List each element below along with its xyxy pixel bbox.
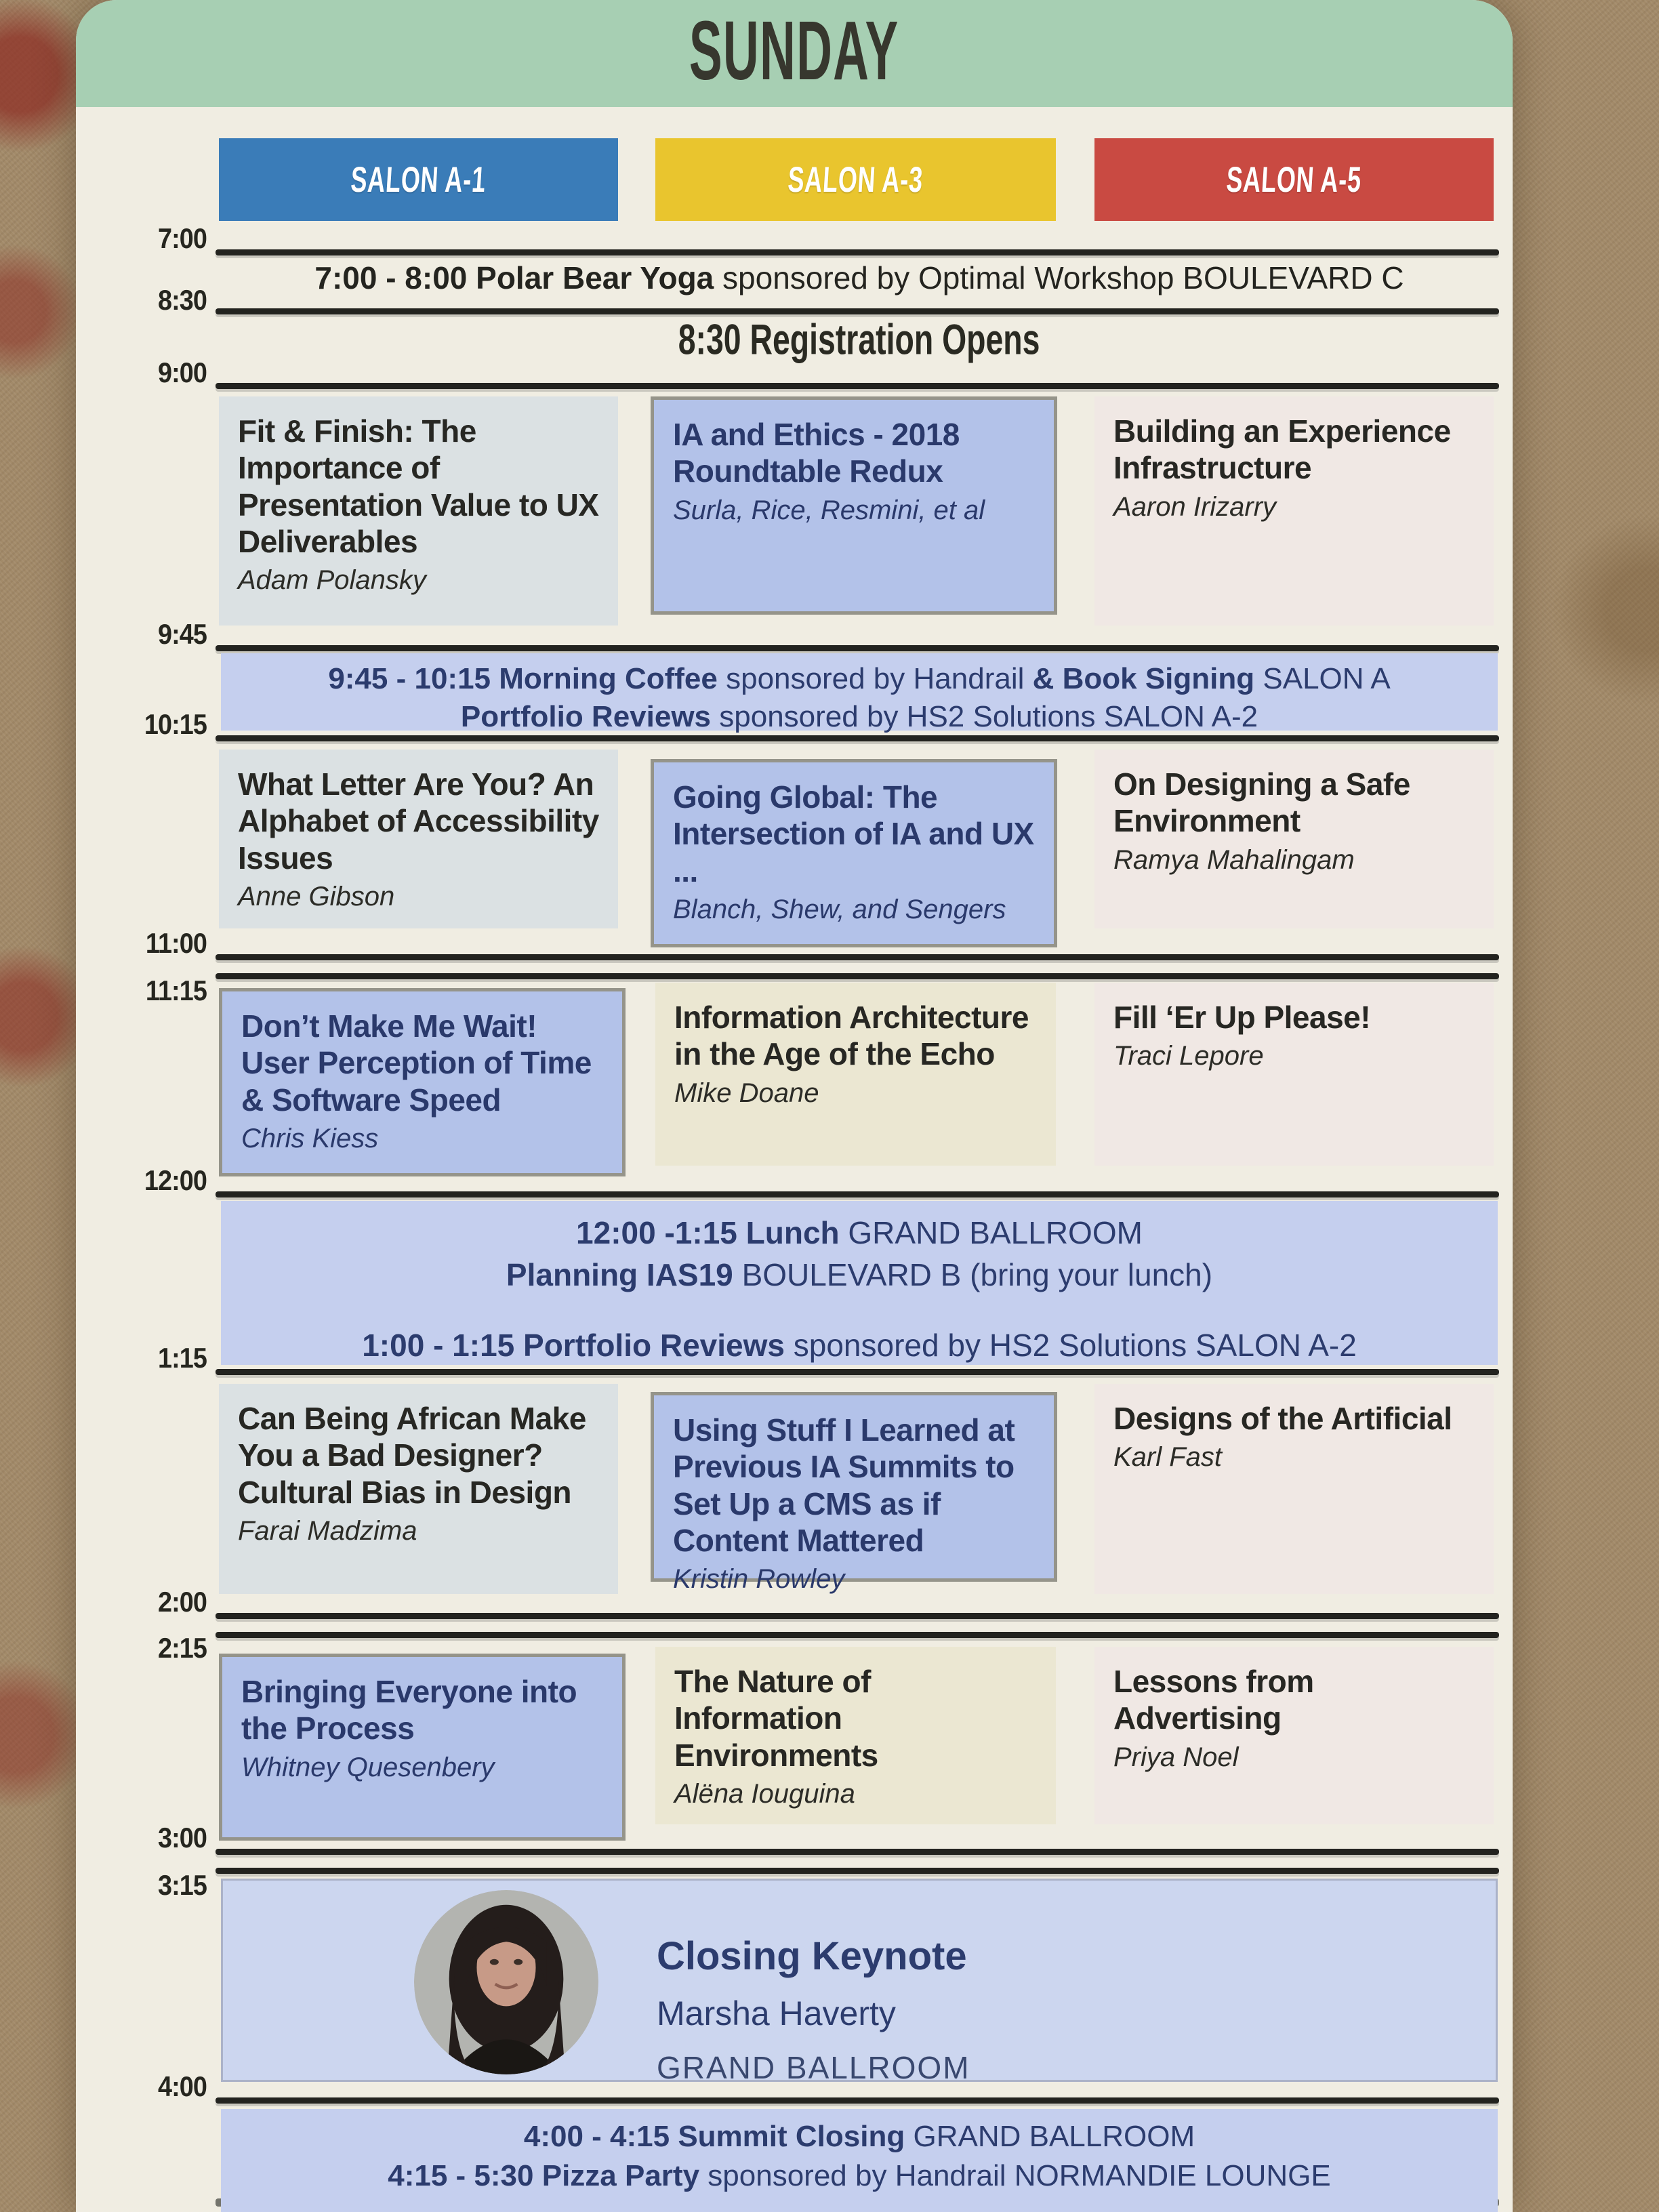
event-title: 8:30 Registration Opens	[678, 316, 1040, 364]
divider-line-7-00	[216, 249, 1499, 255]
banner-closing-keynote	[221, 1879, 1498, 2085]
divider-line-1-15	[216, 1369, 1499, 1375]
session-lessons-from-advertising	[1094, 1647, 1494, 1824]
session-title: IA and Ethics - 2018 Roundtable Redux	[673, 417, 960, 489]
keynote-room: GRAND BALLROOM	[657, 2050, 970, 2085]
banner-text: SALON A	[1263, 662, 1391, 695]
keynote-speaker: Marsha Haverty	[657, 1994, 896, 2032]
banner-text: sponsored by HS2 Solutions SALON A-2	[793, 1328, 1357, 1363]
speaker-photo	[414, 1890, 598, 2074]
session-title: Fill ‘Er Up Please!	[1113, 1000, 1371, 1035]
column-header-label: SALON A-1	[350, 159, 487, 200]
session-speaker: Aaron Irizarry	[1113, 491, 1277, 522]
session-speaker: Alëna Iouguina	[674, 1778, 855, 1809]
session-title: On Designing a Safe Environment	[1113, 766, 1410, 839]
banner-bold: 9:45 - 10:15 Morning Coffee	[328, 662, 718, 695]
session-title: Can Being African Make You a Bad Designer? Cultural Bias in Design	[238, 1401, 586, 1510]
time-label: 10:15	[144, 708, 207, 740]
session-speaker: Ramya Mahalingam	[1113, 844, 1355, 875]
session-fit-and-finish	[219, 396, 618, 626]
divider-line-12-00	[216, 1191, 1499, 1197]
banner-bold: 4:15 - 5:30 Pizza Party	[388, 2159, 700, 2192]
divider-line-3-00	[216, 1849, 1499, 1855]
session-designing-safe-environment	[1094, 750, 1494, 928]
divider-line-4-00	[216, 2097, 1499, 2104]
banner-line	[221, 698, 1498, 736]
session-what-letter-are-you	[219, 750, 618, 928]
banner-bold: & Book Signing	[1032, 662, 1255, 695]
banner-line	[221, 2156, 1498, 2196]
time-label: 9:45	[157, 618, 207, 650]
time-label: 3:00	[157, 1822, 207, 1853]
banner-bold: Portfolio Reviews	[460, 700, 712, 733]
session-fill-er-up-please	[1094, 983, 1494, 1166]
headshot-illustration	[414, 1890, 598, 2074]
divider-line-11-00	[216, 954, 1499, 960]
banner-morning-coffee	[221, 653, 1498, 731]
session-speaker: Blanch, Shew, and Sengers	[673, 894, 1006, 924]
column-header-salon-a1	[219, 138, 618, 221]
session-dont-make-me-wait	[219, 988, 626, 1176]
time-label: 1:15	[157, 1342, 207, 1374]
session-title: Building an Experience Infrastructure	[1113, 413, 1451, 486]
session-title: Bringing Everyone into the Process	[241, 1674, 577, 1746]
day-header	[76, 0, 1513, 107]
banner-spacer	[221, 1296, 1498, 1324]
session-building-experience-infrastructure	[1094, 396, 1494, 626]
session-speaker: Priya Noel	[1113, 1742, 1239, 1772]
session-title: The Nature of Information Environments	[674, 1664, 878, 1773]
session-title: Designs of the Artificial	[1113, 1401, 1452, 1436]
event-registration-opens	[221, 317, 1498, 363]
banner-line	[221, 1254, 1498, 1296]
banner-line	[221, 1324, 1498, 1366]
session-cms-content-mattered	[651, 1392, 1057, 1595]
banner-line	[221, 1212, 1498, 1254]
time-label: 12:00	[144, 1164, 207, 1196]
session-title: Using Stuff I Learned at Previous IA Summits to Set Up a CMS as if Content Mattered	[673, 1412, 1015, 1558]
time-label: 2:15	[157, 1632, 207, 1664]
session-title: What Letter Are You? An Alphabet of Accessibility Issues	[238, 766, 599, 876]
session-nature-of-information-environments	[655, 1647, 1056, 1824]
session-title: Fit & Finish: The Importance of Presentation Value to UX Deliverables	[238, 413, 599, 559]
session-speaker: Traci Lepore	[1113, 1041, 1264, 1071]
banner-line	[221, 660, 1498, 698]
banner-bold: 4:00 - 4:15 Summit Closing	[523, 2120, 905, 2153]
divider-line-2-15	[216, 1632, 1499, 1638]
time-label: 4:00	[157, 2070, 207, 2102]
time-label: 11:00	[145, 927, 207, 959]
divider-line-3-15	[216, 1868, 1499, 1874]
session-ia-age-of-echo	[655, 983, 1056, 1166]
session-speaker: Anne Gibson	[238, 881, 395, 912]
banner-bold: 1:00 - 1:15 Portfolio Reviews	[362, 1328, 785, 1363]
banner-text: BOULEVARD B (bring your lunch)	[741, 1257, 1213, 1292]
banner-bold: 12:00 -1:15 Lunch	[576, 1215, 840, 1250]
event-detail: sponsored by Optimal Workshop BOULEVARD C	[722, 260, 1404, 295]
session-speaker: Farai Madzima	[238, 1515, 417, 1546]
column-header-label: SALON A-3	[787, 159, 924, 200]
session-speaker: Kristin Rowley	[673, 1564, 845, 1595]
divider-line-9-00	[216, 383, 1499, 389]
column-header-salon-a3	[655, 138, 1056, 221]
column-header-salon-a5	[1094, 138, 1494, 221]
banner-lunch	[221, 1201, 1498, 1365]
session-speaker: Karl Fast	[1113, 1442, 1223, 1473]
schedule-card	[76, 0, 1513, 2212]
session-speaker: Chris Kiess	[241, 1123, 379, 1153]
session-speaker: Surla, Rice, Resmini, et al	[673, 495, 985, 525]
time-label: 8:30	[157, 284, 207, 316]
keynote-title: Closing Keynote	[657, 1934, 967, 1978]
session-speaker: Whitney Quesenbery	[241, 1752, 495, 1782]
session-speaker: Mike Doane	[674, 1078, 819, 1108]
divider-line-11-15	[216, 973, 1499, 979]
event-polar-bear-yoga	[221, 260, 1498, 296]
divider-line-2-00	[216, 1613, 1499, 1619]
session-title: Don’t Make Me Wait! User Perception of Time & Software Speed	[241, 1008, 592, 1118]
session-going-global	[651, 759, 1057, 947]
banner-text: sponsored by Handrail NORMANDIE LOUNGE	[708, 2159, 1331, 2192]
banner-summit-closing	[221, 2109, 1498, 2212]
banner-bold: Planning IAS19	[506, 1257, 733, 1292]
banner-line	[221, 2117, 1498, 2156]
banner-text: sponsored by Handrail	[726, 662, 1025, 695]
banner-text: GRAND BALLROOM	[848, 1215, 1143, 1250]
session-title: Information Architecture in the Age of the Echo	[674, 1000, 1029, 1072]
event-time-title: 7:00 - 8:00 Polar Bear Yoga	[314, 260, 714, 295]
time-label: 11:15	[145, 975, 207, 1006]
time-label: 3:15	[157, 1869, 207, 1901]
time-label: 2:00	[157, 1586, 207, 1618]
banner-text: GRAND BALLROOM	[913, 2120, 1195, 2153]
divider-line-9-45	[216, 645, 1499, 651]
column-header-label: SALON A-5	[1225, 159, 1363, 200]
day-title: SUNDAY	[689, 3, 899, 98]
time-label: 9:00	[157, 356, 207, 388]
banner-text: sponsored by HS2 Solutions SALON A-2	[719, 700, 1258, 733]
session-title: Lessons from Advertising	[1113, 1664, 1314, 1736]
keynote-text	[657, 1933, 970, 2086]
time-label: 7:00	[157, 222, 207, 254]
divider-line-8-30	[216, 308, 1499, 314]
session-cultural-bias-in-design	[219, 1384, 618, 1594]
session-bringing-everyone-into-process	[219, 1654, 626, 1841]
divider-line-10-15	[216, 735, 1499, 741]
session-speaker: Adam Polansky	[238, 565, 426, 596]
session-ia-and-ethics	[651, 396, 1057, 615]
session-title: Going Global: The Intersection of IA and UX ...	[673, 779, 1034, 888]
session-designs-of-the-artificial	[1094, 1384, 1494, 1594]
